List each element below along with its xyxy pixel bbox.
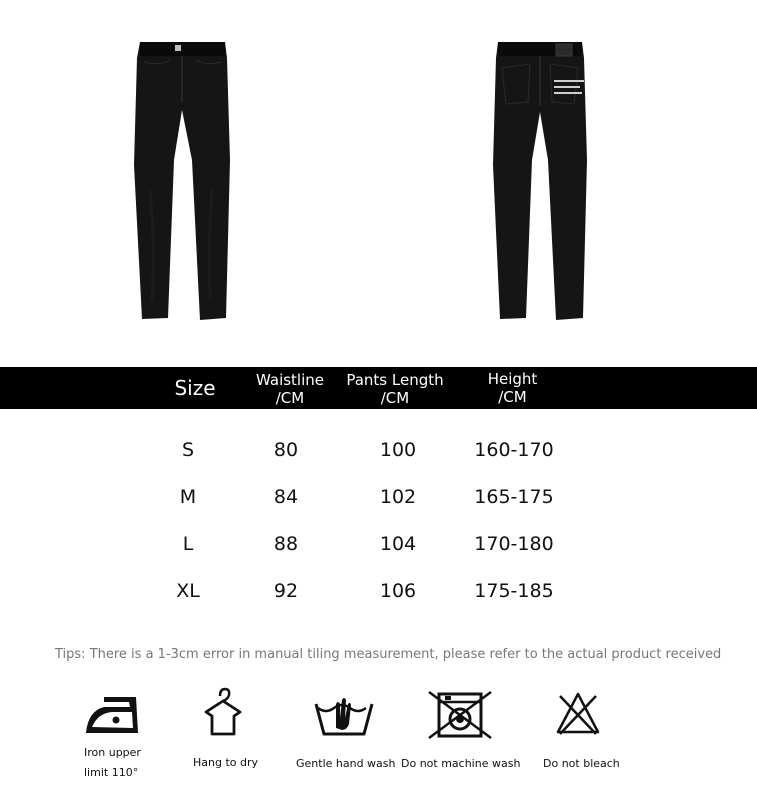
cell-waist: 88 xyxy=(273,533,299,555)
cell-length: 104 xyxy=(379,533,417,555)
cell-waist: 80 xyxy=(273,439,299,461)
hanger-icon xyxy=(198,686,248,738)
cell-height: 170-180 xyxy=(474,533,554,555)
jeans-front-image xyxy=(130,40,235,325)
cell-height: 175-185 xyxy=(474,580,554,602)
hang-dry-label: Hang to dry xyxy=(193,756,259,769)
header-pants-length-unit: /CM xyxy=(380,389,410,407)
header-waistline-unit: /CM xyxy=(275,389,305,407)
no-machine-wash-icon xyxy=(425,690,495,740)
iron-label-line1: Iron upper xyxy=(84,746,141,759)
cell-length: 100 xyxy=(379,439,417,461)
cell-height: 160-170 xyxy=(474,439,554,461)
cell-waist: 84 xyxy=(273,486,299,508)
header-height xyxy=(455,370,570,406)
iron-icon xyxy=(82,693,142,737)
size-table-header xyxy=(0,367,757,409)
measurement-tips: Tips: There is a 1-3cm error in manual tiling measurement, please refer to the actual product received xyxy=(55,647,722,662)
cell-length: 102 xyxy=(379,486,417,508)
cell-size: XL xyxy=(176,580,200,602)
cell-size: M xyxy=(179,486,197,508)
cell-waist: 92 xyxy=(273,580,299,602)
hand-wash-icon xyxy=(314,690,374,738)
iron-label-line2: limit 110° xyxy=(84,766,139,779)
jeans-back-image xyxy=(490,40,590,325)
header-waistline-label: Waistline xyxy=(256,371,324,389)
cell-size: S xyxy=(181,439,195,461)
no-bleach-icon xyxy=(554,690,602,736)
cell-length: 106 xyxy=(379,580,417,602)
header-pants-length-label: Pants Length xyxy=(346,371,444,389)
no-machine-wash-label: Do not machine wash xyxy=(401,757,521,770)
header-size: Size xyxy=(174,376,216,400)
header-pants-length xyxy=(335,371,455,407)
no-bleach-label: Do not bleach xyxy=(543,757,620,770)
header-height-label: Height xyxy=(487,370,538,388)
header-height-unit: /CM xyxy=(498,388,527,406)
cell-height: 165-175 xyxy=(474,486,554,508)
hand-wash-label: Gentle hand wash xyxy=(296,757,396,770)
cell-size: L xyxy=(182,533,194,555)
header-waistline xyxy=(235,371,345,407)
